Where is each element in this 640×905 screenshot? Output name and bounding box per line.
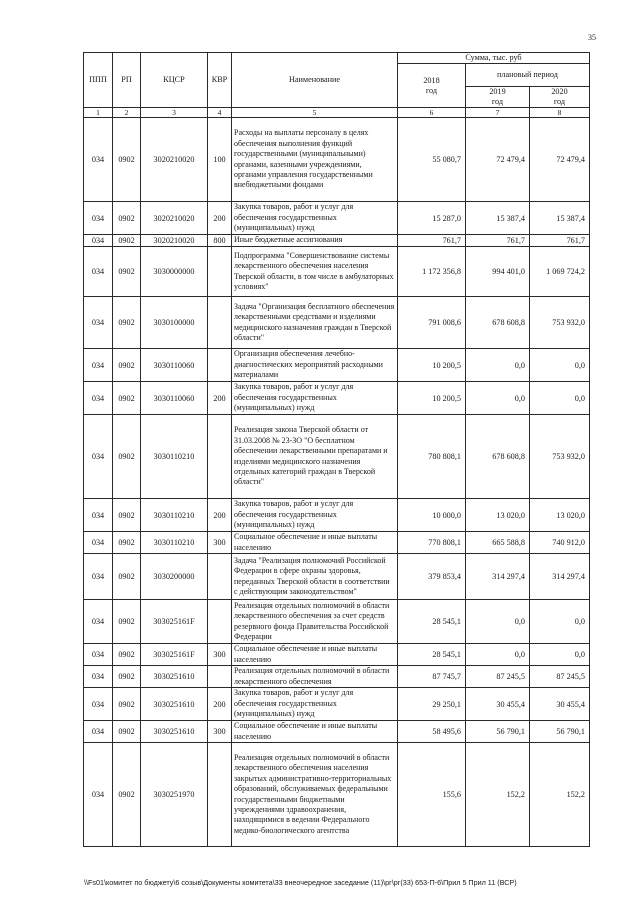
index-cell: 3 — [141, 108, 208, 118]
cell-v2018: 791 008,6 — [398, 297, 466, 349]
cell-ppp: 034 — [84, 247, 113, 297]
table-row — [84, 499, 590, 532]
table-row — [84, 532, 590, 554]
cell-v2019: 0,0 — [466, 600, 530, 644]
header-kvr: КВР — [208, 53, 232, 108]
cell-v2018: 770 808,1 — [398, 532, 466, 554]
cell-v2020: 56 790,1 — [530, 721, 590, 743]
cell-name: Подпрограмма "Совершенствование системы лекарственного обеспечения населения Тверской области, в том числе в амбулаторных условиях" — [232, 247, 398, 297]
cell-kvr: 200 — [208, 202, 232, 235]
cell-v2018: 10 200,5 — [398, 382, 466, 415]
cell-v2020: 0,0 — [530, 349, 590, 382]
header-sum: Сумма, тыс. руб — [398, 53, 590, 64]
header-name: Наименование — [232, 53, 398, 108]
cell-kvr: 300 — [208, 721, 232, 743]
cell-ppp: 034 — [84, 235, 113, 247]
cell-kvr — [208, 297, 232, 349]
cell-kcsr: 3030200000 — [141, 554, 208, 600]
cell-v2020: 0,0 — [530, 382, 590, 415]
cell-name: Реализация закона Тверской области от 31.03.2008 № 23-ЗО "О бесплатном обеспечении лекарственными препаратами и изделиями медицинского назначения отдельных категорий граждан в Тверской области" — [232, 415, 398, 499]
cell-kcsr: 303025161F — [141, 644, 208, 666]
table-row — [84, 382, 590, 415]
cell-ppp: 034 — [84, 554, 113, 600]
cell-kvr — [208, 600, 232, 644]
cell-v2019: 15 387,4 — [466, 202, 530, 235]
cell-kvr — [208, 743, 232, 847]
cell-rp: 0902 — [113, 721, 141, 743]
cell-v2019: 13 020,0 — [466, 499, 530, 532]
cell-ppp: 034 — [84, 688, 113, 721]
cell-ppp: 034 — [84, 721, 113, 743]
page-number: 35 — [588, 33, 596, 42]
cell-name: Социальное обеспечение и иные выплаты населению — [232, 721, 398, 743]
cell-rp: 0902 — [113, 247, 141, 297]
cell-rp: 0902 — [113, 415, 141, 499]
cell-kcsr: 3030251610 — [141, 666, 208, 688]
cell-name: Организация обеспечения лечебно-диагностических мероприятий расходными материалами — [232, 349, 398, 382]
table-row — [84, 202, 590, 235]
cell-v2019: 665 588,8 — [466, 532, 530, 554]
cell-name: Реализация отдельных полномочий в области лекарственного обеспечения за счет средств резервного фонда Правительства Российской Федерации — [232, 600, 398, 644]
cell-name: Закупка товаров, работ и услуг для обеспечения государственных (муниципальных) нужд — [232, 202, 398, 235]
cell-ppp: 034 — [84, 297, 113, 349]
cell-v2018: 780 808,1 — [398, 415, 466, 499]
cell-kvr: 200 — [208, 688, 232, 721]
cell-v2019: 152,2 — [466, 743, 530, 847]
cell-v2019: 0,0 — [466, 644, 530, 666]
cell-rp: 0902 — [113, 349, 141, 382]
cell-ppp: 034 — [84, 743, 113, 847]
cell-kvr — [208, 349, 232, 382]
table-row — [84, 721, 590, 743]
cell-kvr: 800 — [208, 235, 232, 247]
table-row — [84, 297, 590, 349]
budget-table — [83, 52, 590, 847]
cell-ppp: 034 — [84, 666, 113, 688]
cell-kcsr: 3020210020 — [141, 202, 208, 235]
cell-rp: 0902 — [113, 118, 141, 202]
header-2019: 2019 год — [466, 87, 530, 108]
cell-v2020: 761,7 — [530, 235, 590, 247]
cell-rp: 0902 — [113, 382, 141, 415]
cell-ppp: 034 — [84, 644, 113, 666]
cell-kcsr: 303025161F — [141, 600, 208, 644]
cell-kcsr: 3030251610 — [141, 688, 208, 721]
cell-v2019: 761,7 — [466, 235, 530, 247]
cell-v2020: 15 387,4 — [530, 202, 590, 235]
index-cell: 6 — [398, 108, 466, 118]
cell-v2018: 155,6 — [398, 743, 466, 847]
table-row — [84, 118, 590, 202]
cell-kvr: 100 — [208, 118, 232, 202]
cell-v2020: 0,0 — [530, 600, 590, 644]
cell-name: Расходы на выплаты персоналу в целях обеспечения выполнения функций государственными (муниципальными) органами, казенными учреждениями, органами управления государственными внебюджетными фондами — [232, 118, 398, 202]
cell-v2018: 29 250,1 — [398, 688, 466, 721]
cell-kvr: 200 — [208, 499, 232, 532]
index-cell: 2 — [113, 108, 141, 118]
cell-v2019: 72 479,4 — [466, 118, 530, 202]
index-cell: 7 — [466, 108, 530, 118]
table-row — [84, 415, 590, 499]
cell-v2020: 72 479,4 — [530, 118, 590, 202]
cell-name: Закупка товаров, работ и услуг для обеспечения государственных (муниципальных) нужд — [232, 688, 398, 721]
cell-v2018: 28 545,1 — [398, 644, 466, 666]
cell-name: Социальное обеспечение и иные выплаты населению — [232, 644, 398, 666]
cell-kcsr: 3020210020 — [141, 235, 208, 247]
table-row — [84, 349, 590, 382]
table-row — [84, 600, 590, 644]
table-row — [84, 666, 590, 688]
cell-ppp: 034 — [84, 202, 113, 235]
cell-v2020: 314 297,4 — [530, 554, 590, 600]
cell-name: Задача "Организация бесплатного обеспечения лекарственными средствами и изделиями медицинского назначения граждан в Тверской области" — [232, 297, 398, 349]
cell-kcsr: 3030000000 — [141, 247, 208, 297]
cell-v2018: 28 545,1 — [398, 600, 466, 644]
cell-name: Задача "Реализация полномочий Российской Федерации в сфере охраны здоровья, переданных Тверской области в соответствии с действующим законодательством" — [232, 554, 398, 600]
index-cell: 8 — [530, 108, 590, 118]
cell-v2018: 379 853,4 — [398, 554, 466, 600]
cell-name: Реализация отдельных полномочий в области лекарственного обеспечения — [232, 666, 398, 688]
table-row — [84, 743, 590, 847]
cell-v2019: 994 401,0 — [466, 247, 530, 297]
cell-kvr — [208, 415, 232, 499]
cell-ppp: 034 — [84, 532, 113, 554]
cell-ppp: 034 — [84, 382, 113, 415]
cell-kcsr: 3030110060 — [141, 349, 208, 382]
cell-v2019: 314 297,4 — [466, 554, 530, 600]
cell-kvr — [208, 666, 232, 688]
cell-name: Закупка товаров, работ и услуг для обеспечения государственных (муниципальных) нужд — [232, 499, 398, 532]
cell-v2018: 1 172 356,8 — [398, 247, 466, 297]
cell-v2020: 87 245,5 — [530, 666, 590, 688]
table-row — [84, 247, 590, 297]
cell-v2020: 753 932,0 — [530, 415, 590, 499]
cell-v2018: 15 287,0 — [398, 202, 466, 235]
cell-v2019: 87 245,5 — [466, 666, 530, 688]
cell-kcsr: 3030251610 — [141, 721, 208, 743]
cell-v2020: 1 069 724,2 — [530, 247, 590, 297]
cell-name: Социальное обеспечение и иные выплаты населению — [232, 532, 398, 554]
cell-v2018: 10 200,5 — [398, 349, 466, 382]
header-row-1 — [84, 53, 590, 64]
cell-ppp: 034 — [84, 600, 113, 644]
cell-v2019: 0,0 — [466, 349, 530, 382]
cell-rp: 0902 — [113, 688, 141, 721]
cell-kvr: 200 — [208, 382, 232, 415]
column-index-row — [84, 108, 590, 118]
index-cell: 5 — [232, 108, 398, 118]
index-cell: 1 — [84, 108, 113, 118]
cell-v2018: 87 745,7 — [398, 666, 466, 688]
cell-rp: 0902 — [113, 666, 141, 688]
cell-v2018: 58 495,6 — [398, 721, 466, 743]
cell-rp: 0902 — [113, 554, 141, 600]
cell-v2018: 10 000,0 — [398, 499, 466, 532]
cell-name: Реализация отдельных полномочий в области лекарственного обеспечения населения закрытых административно-территориальных образований, обслуживаемых федеральными государственными бюджетными учреждениями здравоохранения, находящимися в ведении Федерального медико-биологического агентства — [232, 743, 398, 847]
cell-v2019: 678 608,8 — [466, 297, 530, 349]
cell-v2018: 761,7 — [398, 235, 466, 247]
cell-rp: 0902 — [113, 499, 141, 532]
cell-v2019: 678 608,8 — [466, 415, 530, 499]
cell-rp: 0902 — [113, 644, 141, 666]
table-row — [84, 235, 590, 247]
table-row — [84, 554, 590, 600]
cell-kcsr: 3030110210 — [141, 532, 208, 554]
table-row — [84, 644, 590, 666]
cell-rp: 0902 — [113, 743, 141, 847]
header-rp: РП — [113, 53, 141, 108]
cell-rp: 0902 — [113, 202, 141, 235]
cell-rp: 0902 — [113, 600, 141, 644]
header-ppp: ППП — [84, 53, 113, 108]
cell-kcsr: 3030100000 — [141, 297, 208, 349]
cell-ppp: 034 — [84, 349, 113, 382]
header-plan-period: плановый период — [466, 64, 590, 87]
cell-v2020: 753 932,0 — [530, 297, 590, 349]
cell-kvr: 300 — [208, 644, 232, 666]
cell-name: Иные бюджетные ассигнования — [232, 235, 398, 247]
cell-rp: 0902 — [113, 235, 141, 247]
file-path-footer: \\Fs01\комитет по бюджету\6 созыв\Документы комитета\33 внеочередное заседание (11)\рг\рг(33) 653-П-6\Прил 5 Прил 11 (ВСР) — [84, 878, 517, 887]
cell-v2019: 56 790,1 — [466, 721, 530, 743]
header-2020: 2020 год — [530, 87, 590, 108]
cell-kcsr: 3030110060 — [141, 382, 208, 415]
cell-v2020: 0,0 — [530, 644, 590, 666]
cell-v2019: 30 455,4 — [466, 688, 530, 721]
cell-kvr — [208, 554, 232, 600]
header-2018: 2018 год — [398, 64, 466, 108]
header-kcsr: КЦСР — [141, 53, 208, 108]
cell-rp: 0902 — [113, 297, 141, 349]
cell-kcsr: 3030110210 — [141, 415, 208, 499]
cell-ppp: 034 — [84, 118, 113, 202]
cell-rp: 0902 — [113, 532, 141, 554]
cell-kcsr: 3030110210 — [141, 499, 208, 532]
cell-v2020: 740 912,0 — [530, 532, 590, 554]
index-cell: 4 — [208, 108, 232, 118]
cell-v2018: 55 080,7 — [398, 118, 466, 202]
cell-ppp: 034 — [84, 415, 113, 499]
cell-ppp: 034 — [84, 499, 113, 532]
cell-name: Закупка товаров, работ и услуг для обеспечения государственных (муниципальных) нужд — [232, 382, 398, 415]
cell-v2020: 30 455,4 — [530, 688, 590, 721]
cell-v2020: 13 020,0 — [530, 499, 590, 532]
cell-kcsr: 3030251970 — [141, 743, 208, 847]
cell-kcsr: 3020210020 — [141, 118, 208, 202]
cell-kvr — [208, 247, 232, 297]
table-row — [84, 688, 590, 721]
cell-v2019: 0,0 — [466, 382, 530, 415]
cell-kvr: 300 — [208, 532, 232, 554]
cell-v2020: 152,2 — [530, 743, 590, 847]
